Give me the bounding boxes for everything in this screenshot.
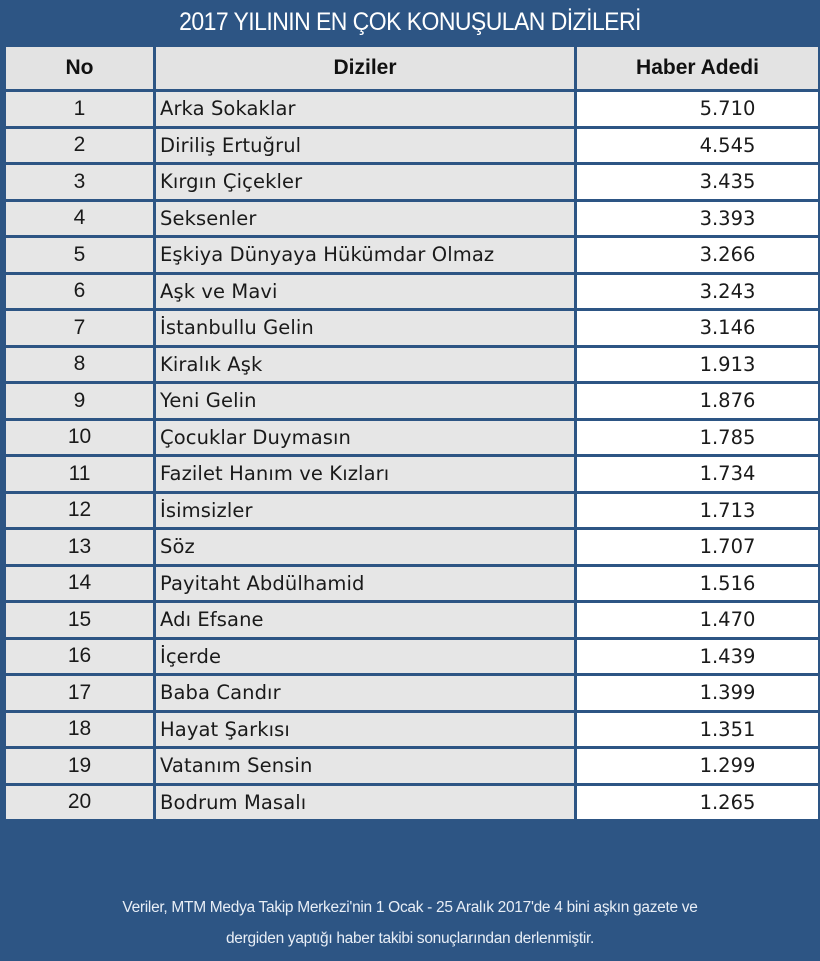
table-row [5,383,820,420]
cell-series-name: Baba Candır [155,675,576,712]
cell-rank: 15 [5,602,155,639]
cell-rank: 3 [5,164,155,201]
series-ranking-table [3,44,820,822]
table-row [5,310,820,347]
cell-news-count: 1.351 [576,711,820,748]
cell-rank: 11 [5,456,155,493]
table-row [5,748,820,785]
cell-news-count: 1.516 [576,565,820,602]
cell-news-count: 3.393 [576,200,820,237]
cell-news-count: 1.876 [576,383,820,420]
cell-rank: 5 [5,237,155,274]
cell-news-count: 1.470 [576,602,820,639]
source-note [0,886,820,961]
table-row [5,237,820,274]
cell-news-count: 3.435 [576,164,820,201]
cell-rank: 8 [5,346,155,383]
cell-series-name: Vatanım Sensin [155,748,576,785]
cell-rank: 12 [5,492,155,529]
table-row [5,200,820,237]
cell-news-count: 1.439 [576,638,820,675]
cell-series-name: Diriliş Ertuğrul [155,127,576,164]
cell-rank: 2 [5,127,155,164]
table-row [5,273,820,310]
table-header-row [5,46,820,91]
table-row [5,91,820,128]
cell-series-name: Payitaht Abdülhamid [155,565,576,602]
cell-series-name: Söz [155,529,576,566]
cell-news-count: 1.707 [576,529,820,566]
cell-series-name: Adı Efsane [155,602,576,639]
table-row [5,346,820,383]
cell-series-name: Fazilet Hanım ve Kızları [155,456,576,493]
cell-series-name: Kırgın Çiçekler [155,164,576,201]
table-row [5,419,820,456]
cell-rank: 18 [5,711,155,748]
cell-news-count: 4.545 [576,127,820,164]
cell-news-count: 1.734 [576,456,820,493]
column-header-news-count: Haber Adedi [576,46,820,91]
cell-news-count: 3.266 [576,237,820,274]
cell-rank: 14 [5,565,155,602]
cell-news-count: 1.913 [576,346,820,383]
page-title: 2017 YILININ EN ÇOK KONUŞULAN DİZİLERİ [179,7,641,36]
cell-series-name: Arka Sokaklar [155,91,576,128]
table-row [5,784,820,821]
table-row [5,638,820,675]
table-row [5,164,820,201]
table-row [5,711,820,748]
cell-rank: 16 [5,638,155,675]
cell-rank: 20 [5,784,155,821]
table-row [5,456,820,493]
cell-rank: 19 [5,748,155,785]
cell-news-count: 1.265 [576,784,820,821]
cell-news-count: 1.399 [576,675,820,712]
table-row [5,529,820,566]
table-row [5,602,820,639]
table-row [5,675,820,712]
cell-rank: 10 [5,419,155,456]
cell-series-name: İçerde [155,638,576,675]
cell-news-count: 3.243 [576,273,820,310]
cell-series-name: Bodrum Masalı [155,784,576,821]
cell-rank: 9 [5,383,155,420]
cell-rank: 6 [5,273,155,310]
cell-series-name: Yeni Gelin [155,383,576,420]
cell-rank: 1 [5,91,155,128]
cell-rank: 4 [5,200,155,237]
cell-series-name: Çocuklar Duymasın [155,419,576,456]
cell-news-count: 1.713 [576,492,820,529]
cell-series-name: İsimsizler [155,492,576,529]
cell-series-name: Aşk ve Mavi [155,273,576,310]
cell-series-name: Hayat Şarkısı [155,711,576,748]
cell-news-count: 5.710 [576,91,820,128]
cell-rank: 17 [5,675,155,712]
source-note-line-2: dergiden yaptığı haber takibi sonuçlarından derlenmiştir. [225,930,595,947]
table-row [5,492,820,529]
cell-series-name: Eşkiya Dünyaya Hükümdar Olmaz [155,237,576,274]
column-header-no: No [5,46,155,91]
cell-series-name: Seksenler [155,200,576,237]
cell-rank: 7 [5,310,155,347]
table-row [5,127,820,164]
cell-rank: 13 [5,529,155,566]
source-note-line-1: Veriler, MTM Medya Takip Merkezi'nin 1 Ocak - 25 Aralık 2017'de 4 bini aşkın gazete ve [122,899,698,916]
cell-series-name: İstanbullu Gelin [155,310,576,347]
cell-series-name: Kiralık Aşk [155,346,576,383]
cell-news-count: 1.785 [576,419,820,456]
cell-news-count: 3.146 [576,310,820,347]
cell-news-count: 1.299 [576,748,820,785]
table-row [5,565,820,602]
column-header-series: Diziler [155,46,576,91]
